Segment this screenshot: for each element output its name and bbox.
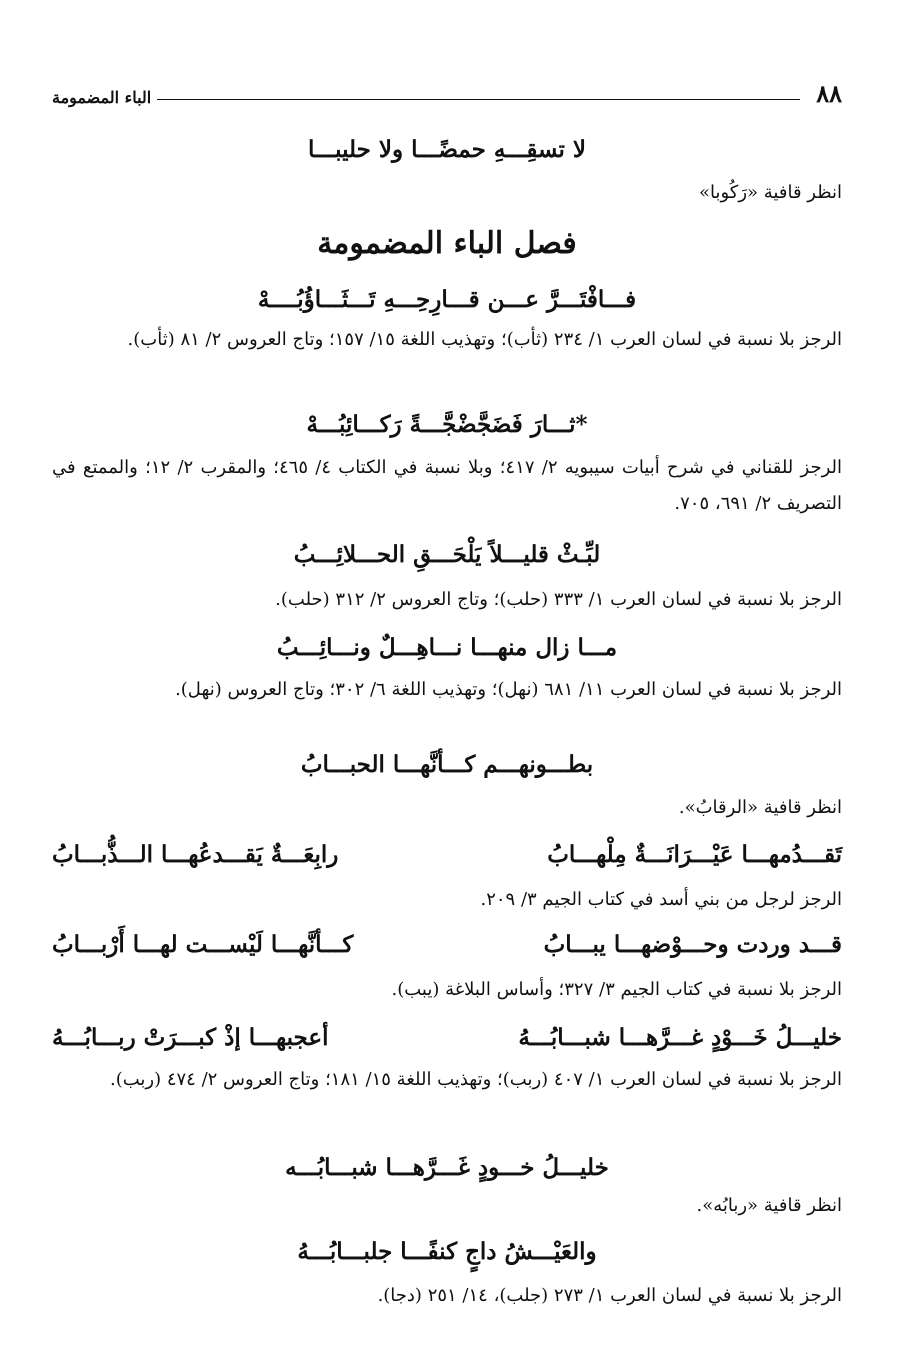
verse-hemistich-second: كـــأنَّهـــا لَيْســـت لهـــا أَرْبـــابُ: [52, 931, 354, 958]
verse-line: والعَيْـــشُ داجٍ كنفًـــا جلبـــابُـــهُ: [297, 1238, 597, 1265]
running-header: [52, 76, 842, 106]
verse-couplet: [52, 925, 842, 965]
chapter-heading: فصل الباء المضمومة: [317, 226, 577, 261]
verse-hemistich-second: رابِعَـــةٌ يَقـــدعُهـــا الـــذُّبـــابُ: [52, 841, 339, 868]
verse-line: فـــافْتَـــرَّ عـــن قـــارِحِـــهِ تَـــثَـــاؤُبُــــهْ: [257, 286, 637, 313]
footnote: انظر قافية «الرقابُ».: [678, 797, 842, 818]
verse-hemistich-first: خليـــلُ خَـــوْدٍ غـــرَّهـــا شبـــابُـــهُ: [518, 1024, 842, 1051]
section-title: الباء المضمومة: [52, 88, 152, 107]
footnote: الرجز بلا نسبة في كتاب الجيم ٣/ ٣٢٧؛ وأساس البلاغة (يبب).: [391, 979, 842, 1000]
footnote: انظر قافية «ربابُه».: [696, 1195, 842, 1216]
footnote: الرجز للقناني في شرح أبيات سيبويه ٢/ ٤١٧؛ وبلا نسبة في الكتاب ٤/ ٤٦٥؛ والمقرب ٢/ ١٢؛ والممتع في التصريف ٢/ ٦٩١، ٧٠٥.: [52, 457, 842, 514]
verse-line: خليـــلُ خـــودٍ غَـــرَّهـــا شبـــابُـــه: [285, 1154, 609, 1181]
footnote: الرجز بلا نسبة في لسان العرب ١/ ٣٣٣ (حلب)؛ وتاج العروس ٢/ ٣١٢ (حلب).: [275, 589, 842, 610]
footnote: الرجز بلا نسبة في لسان العرب ١/ ٢٣٤ (ثأب)؛ وتهذيب اللغة ١٥/ ١٥٧؛ وتاج العروس ٢/ ٨١ (ثأب).: [127, 329, 842, 350]
verse-hemistich-first: قـــد وردت وحـــوْضهـــا يبـــابُ: [543, 931, 842, 958]
header-rule: [157, 99, 800, 100]
verse-line: بطـــونهـــم كـــأنَّهـــا الحبـــابُ: [300, 751, 594, 778]
footnote: الرجز بلا نسبة في لسان العرب ١/ ٢٧٣ (جلب)، ١٤/ ٢٥١ (دجا).: [377, 1285, 842, 1306]
verse-couplet: [52, 1018, 842, 1058]
verse-line: لا تسقِـــهِ حمضًـــا ولا حليبـــا: [307, 136, 587, 163]
verse-line: لبِّـثْ قليـــلاً يَلْحَـــقِ الحـــلائِـــبُ: [293, 541, 601, 568]
verse-hemistich-first: تَقـــدُمهـــا عَيْـــرَانَـــةٌ مِلْهـــابُ: [547, 841, 842, 868]
footnote: الرجز بلا نسبة في لسان العرب ١١/ ٦٨١ (نهل)؛ وتهذيب اللغة ٦/ ٣٠٢؛ وتاج العروس (نهل).: [175, 679, 842, 700]
verse-line: مـــا زال منهـــا نـــاهِـــلٌ ونـــائِـــبُ: [276, 634, 618, 661]
verse-couplet: [52, 835, 842, 875]
verse-hemistich-second: أعجبهـــا إذْ كبـــرَتْ ربـــابُـــهُ: [52, 1024, 329, 1051]
footnote: الرجز لرجل من بني أسد في كتاب الجيم ٣/ ٢٠٩.: [480, 889, 842, 910]
verse-line: *ثـــارَ فَضَجَّضْجَّـــةً رَكـــائِبُـــهْ: [306, 411, 588, 438]
footnote: الرجز بلا نسبة في لسان العرب ١/ ٤٠٧ (ربب)؛ وتهذيب اللغة ١٥/ ١٨١؛ وتاج العروس ٢/ ٤٧٤ (ربب).: [109, 1069, 842, 1090]
footnote: انظر قافية «رَكُوبا»: [698, 182, 842, 203]
page-number: ٨٨: [816, 79, 842, 108]
